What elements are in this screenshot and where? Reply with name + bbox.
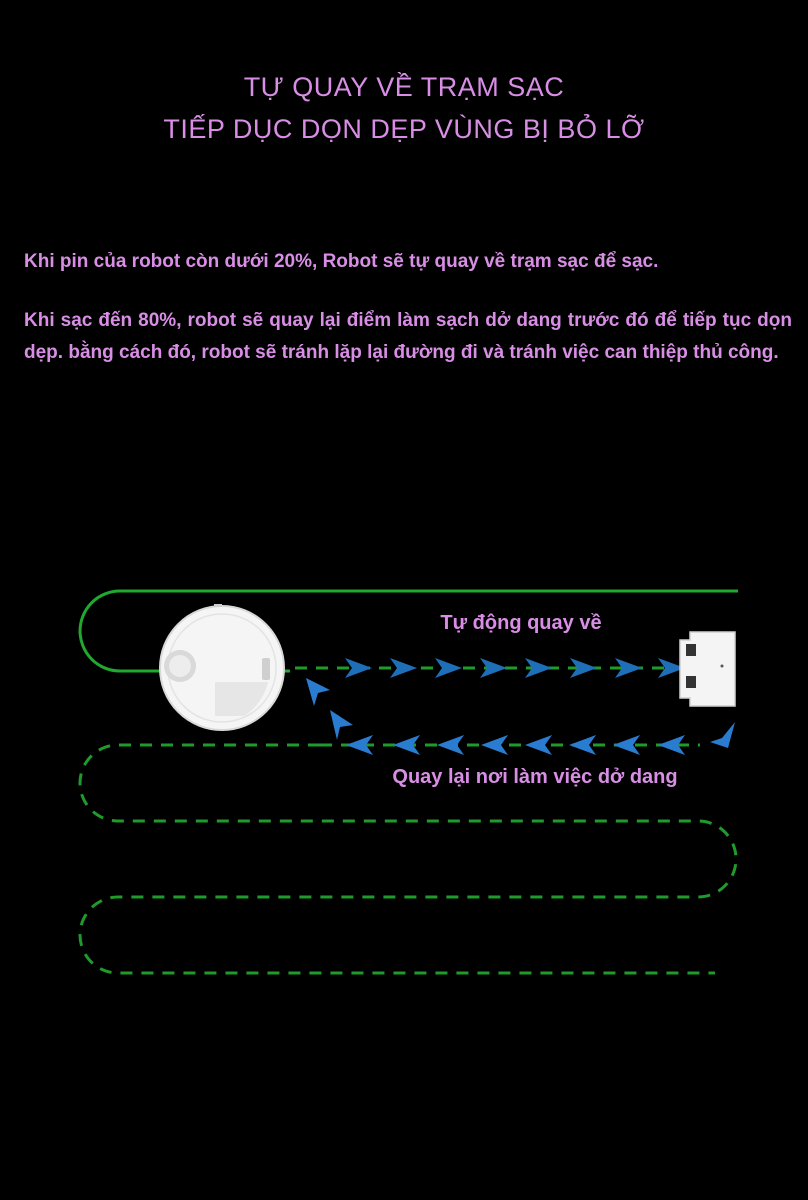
cursor-arrow-icon bbox=[330, 710, 353, 740]
page-title-line-1: TỰ QUAY VỀ TRẠM SẠC bbox=[243, 72, 565, 102]
page-title-line-2: TIẾP DỤC DỌN DẸP VÙNG BỊ BỎ LỠ bbox=[163, 114, 645, 144]
charging-dock-icon bbox=[680, 632, 735, 706]
arrow-left-icon bbox=[525, 735, 552, 755]
arrow-left-icon bbox=[437, 735, 464, 755]
arrow-left-icon bbox=[481, 735, 508, 755]
arrow-right-icon bbox=[390, 658, 417, 678]
description-paragraph-1: Khi pin của robot còn dưới 20%, Robot sẽ tự quay về trạm sạc để sạc. bbox=[24, 251, 659, 272]
robot-vacuum-icon bbox=[160, 604, 284, 730]
arrow-left-icon bbox=[569, 735, 596, 755]
description-paragraph-2: Khi sạc đến 80%, robot sẽ quay lại điểm làm sạch dở dang trước đó để tiếp tục dọn dẹp. bằng cách đó, robot sẽ tránh lặp lại đường đi và tránh việc can thiệp thủ công. bbox=[24, 310, 792, 363]
arrow-right-icon bbox=[435, 658, 462, 678]
arrow-down-left-icon bbox=[710, 722, 735, 748]
label-resume-work: Quay lại nơi làm việc dở dang bbox=[392, 766, 678, 788]
dock-return-arrow bbox=[710, 722, 735, 748]
arrow-right-icon bbox=[345, 658, 372, 678]
label-auto-return: Tự động quay về bbox=[440, 612, 602, 634]
cursor-arrow-icon bbox=[306, 678, 330, 706]
